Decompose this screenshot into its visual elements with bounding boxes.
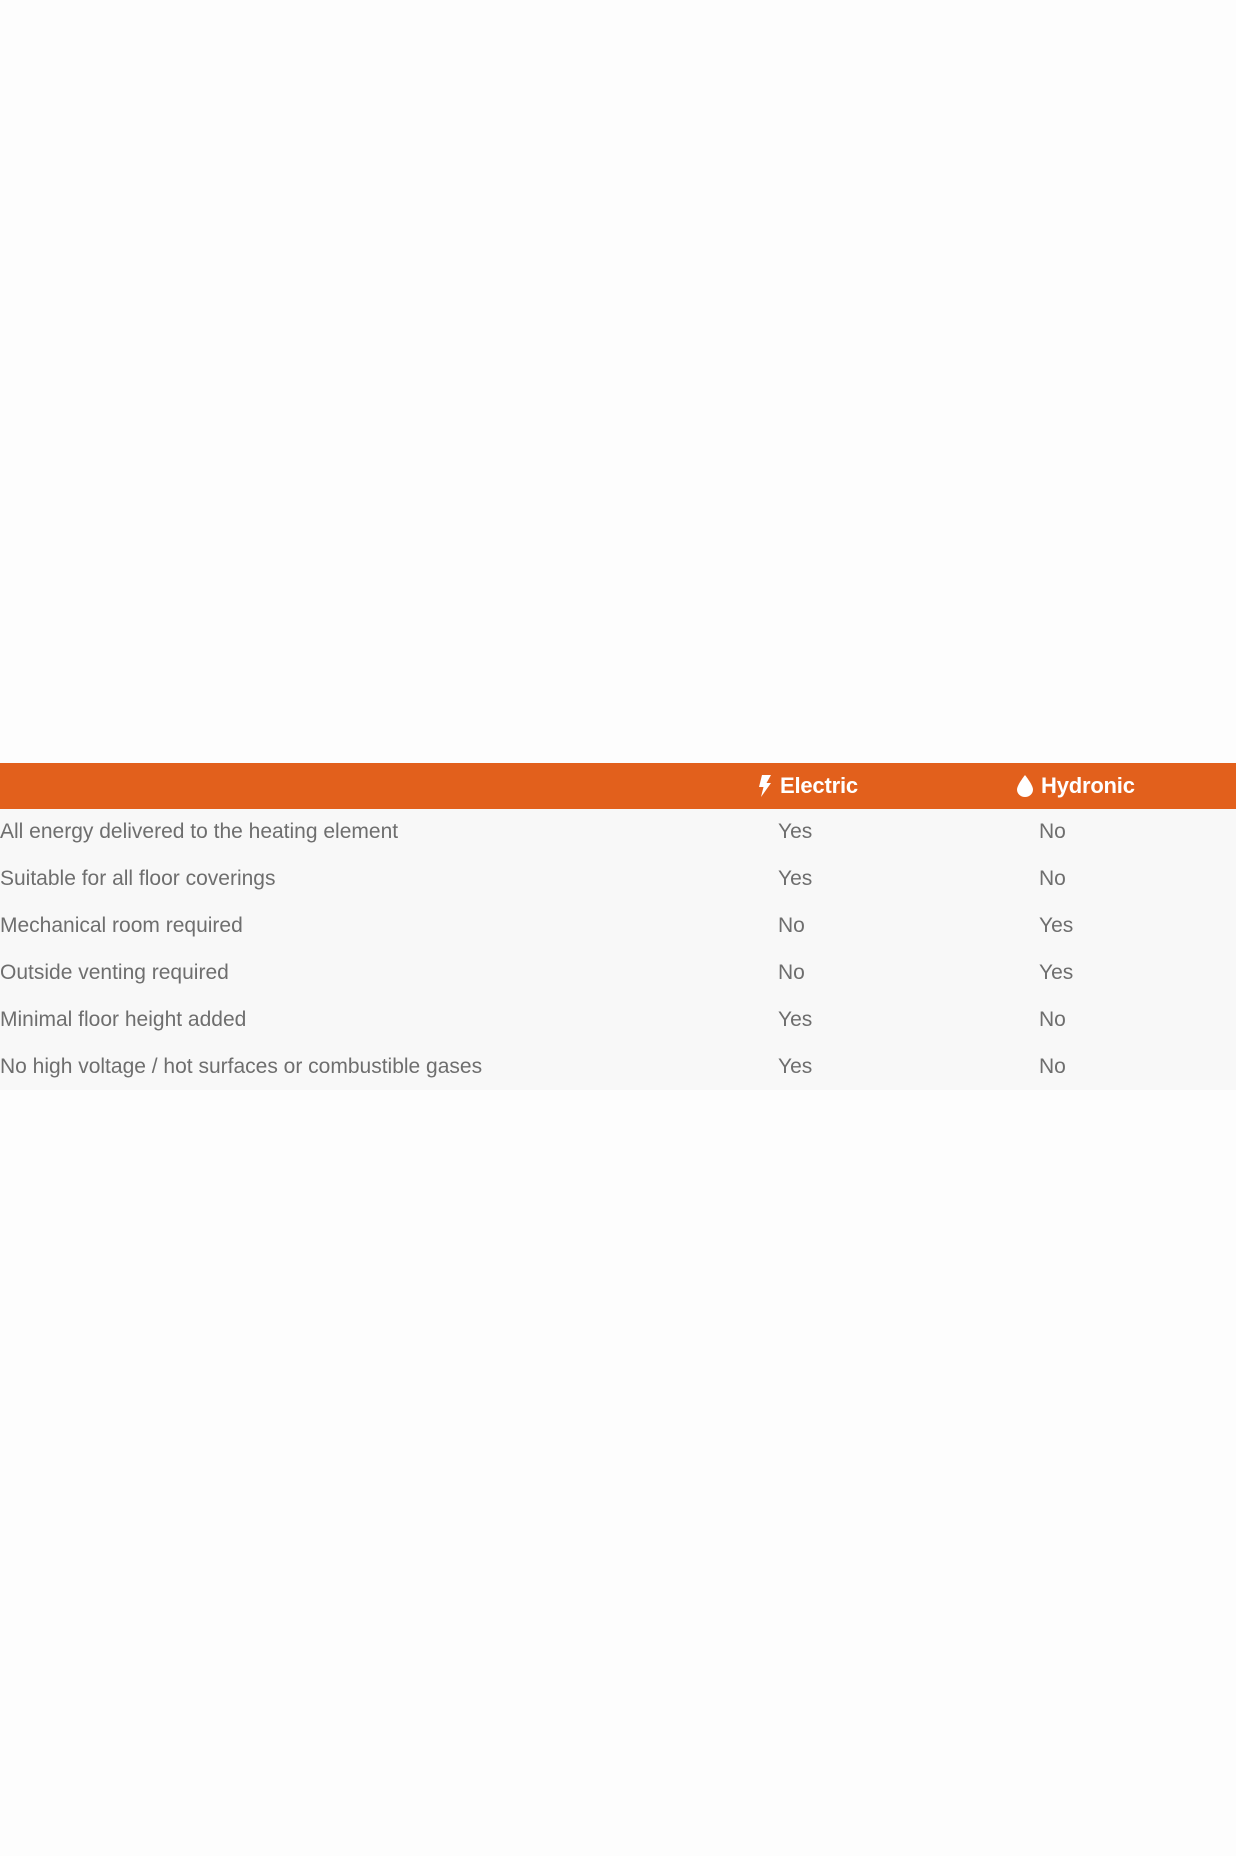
row-electric-value: No [778, 960, 805, 984]
row-hydronic-value: No [1039, 1054, 1066, 1078]
header-hydronic-label: Hydronic [1041, 773, 1135, 798]
row-electric-value: Yes [778, 820, 813, 843]
table-row [0, 1043, 1236, 1090]
row-hydronic-value: Yes [1039, 913, 1074, 937]
row-electric-value: No [778, 913, 805, 937]
table-row [0, 996, 1236, 1043]
row-feature: Suitable for all floor coverings [0, 866, 276, 890]
row-electric-value: Yes [778, 1007, 813, 1031]
table-header [0, 763, 1236, 809]
header-hydronic [1017, 763, 1135, 809]
table-row [0, 949, 1236, 996]
table-row [0, 809, 1236, 855]
table-row [0, 855, 1236, 902]
header-electric [758, 763, 858, 809]
row-feature: Minimal floor height added [0, 1007, 247, 1031]
lightning-bolt-icon [758, 775, 772, 797]
row-hydronic-value: No [1039, 866, 1066, 890]
row-hydronic-value: No [1039, 1007, 1066, 1031]
header-electric-label: Electric [780, 773, 858, 798]
row-feature: No high voltage / hot surfaces or combustible gases [0, 1054, 483, 1078]
table-body [0, 809, 1236, 1090]
row-electric-value: Yes [778, 1054, 813, 1078]
row-hydronic-value: Yes [1039, 960, 1074, 984]
row-feature: Outside venting required [0, 960, 229, 984]
comparison-table [0, 763, 1236, 1090]
row-hydronic-value: No [1039, 820, 1066, 843]
water-drop-icon [1017, 775, 1033, 797]
row-feature: Mechanical room required [0, 913, 243, 937]
table-row [0, 902, 1236, 949]
row-feature: All energy delivered to the heating element [0, 820, 399, 843]
row-electric-value: Yes [778, 866, 813, 890]
